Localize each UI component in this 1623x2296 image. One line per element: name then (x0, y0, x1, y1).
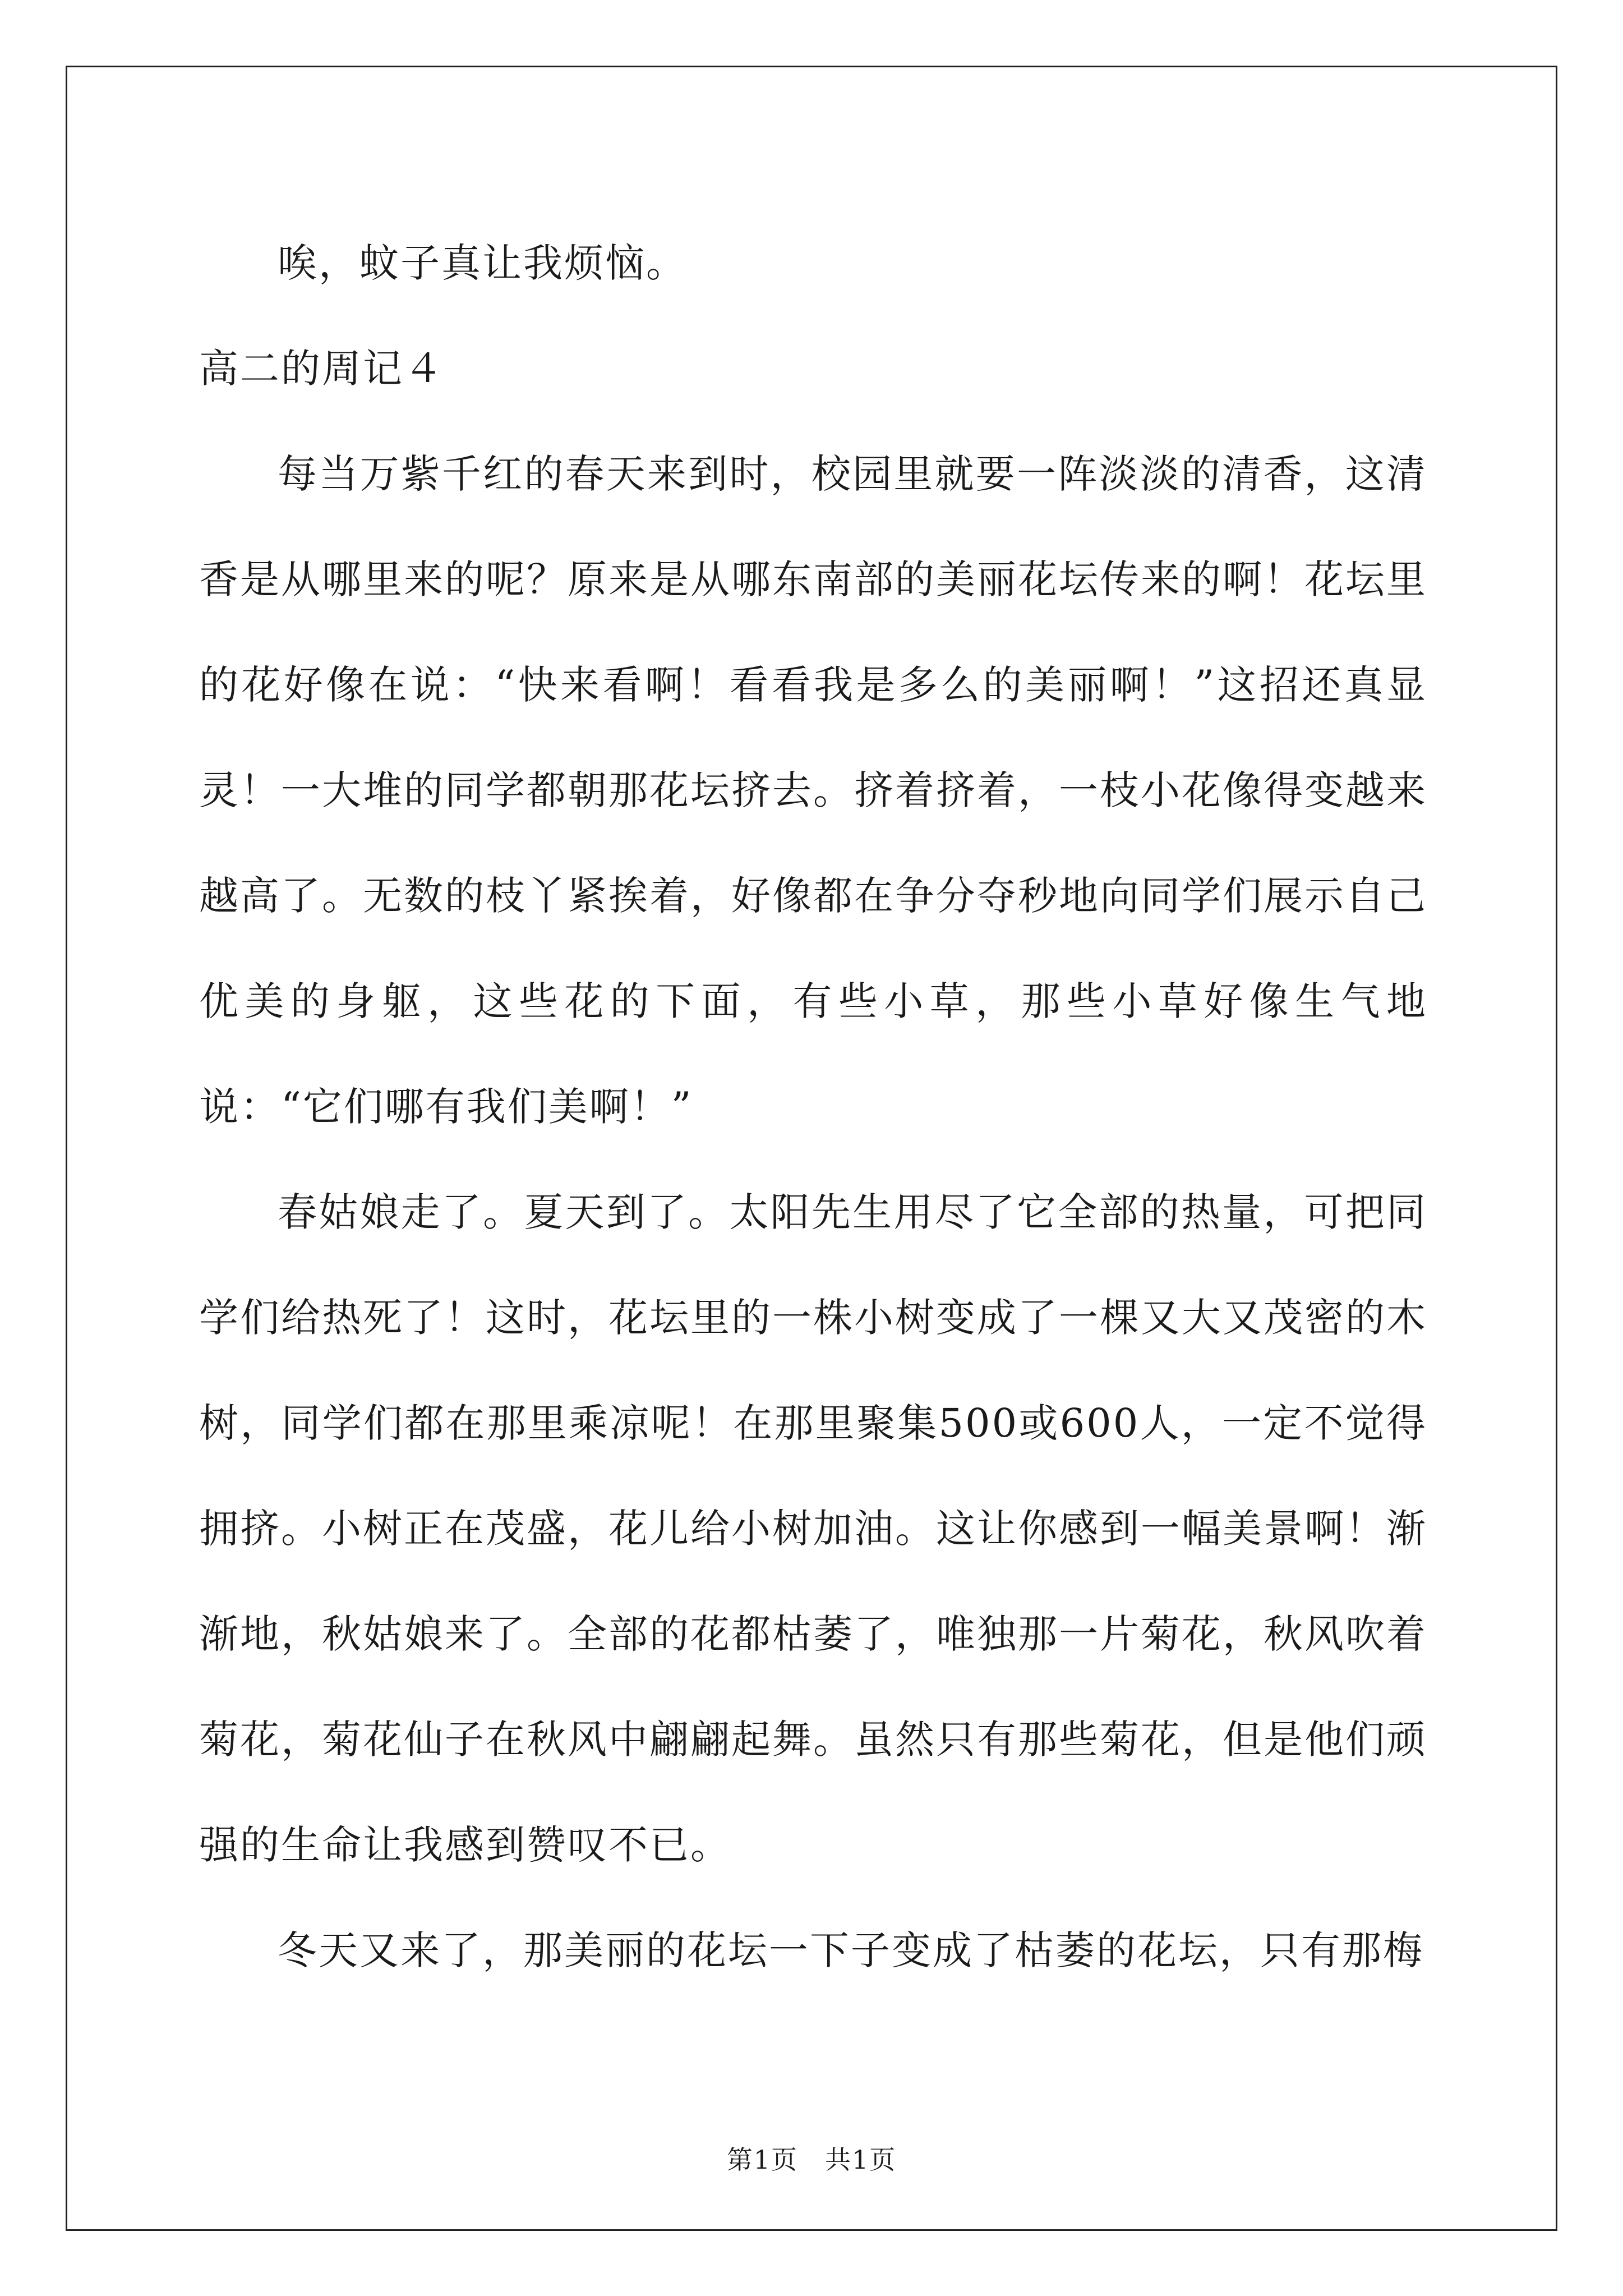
page-footer: 第1页 共1页 (726, 2145, 897, 2175)
paragraph-3: 春姑娘走了。夏天到了。太阳先生用尽了它全部的热量，可把同学们给热死了！这时，花坛里的一株小树变成了一棵又大又茂密的木树，同学们都在那里乘凉呢！在那里聚集500或600人，一定不觉得拥挤。小树正在茂盛，花儿给小树加油。这让你感到一幅美景啊！渐渐地，秋姑娘来了。全部的花都枯萎了，唯独那一片菊花，秋风吹着菊花，菊花仙子在秋风中翩翩起舞。虽然只有那些菊花，但是他们顽强的生命让我感到赞叹不已。 (199, 1189, 1427, 1868)
paragraph-1: 唉，蚊子真让我烦恼。 (278, 240, 687, 286)
paragraph-2: 每当万紫千红的春天来到时，校园里就要一阵淡淡的清香，这清香是从哪里来的呢？原来是从哪东南部的美丽花坛传来的啊！花坛里的花好像在说：“快来看啊！看看我是多么的美丽啊！”这招还真显灵！一大堆的同学都朝那花坛挤去。挤着挤着，一枝小花像得变越来越高了。无数的枝丫紧挨着，好像都在争分夺秒地向同学们展示自己优美的身躯，这些花的下面，有些小草，那些小草好像生气地说：“它们哪有我们美啊！” (199, 451, 1427, 1130)
section-heading: 高二的周记４ (199, 346, 445, 392)
document-body (199, 210, 1427, 2003)
paragraph-4: 冬天又来了，那美丽的花坛一下子变成了枯萎的花坛，只有那梅 (278, 1927, 1424, 1973)
